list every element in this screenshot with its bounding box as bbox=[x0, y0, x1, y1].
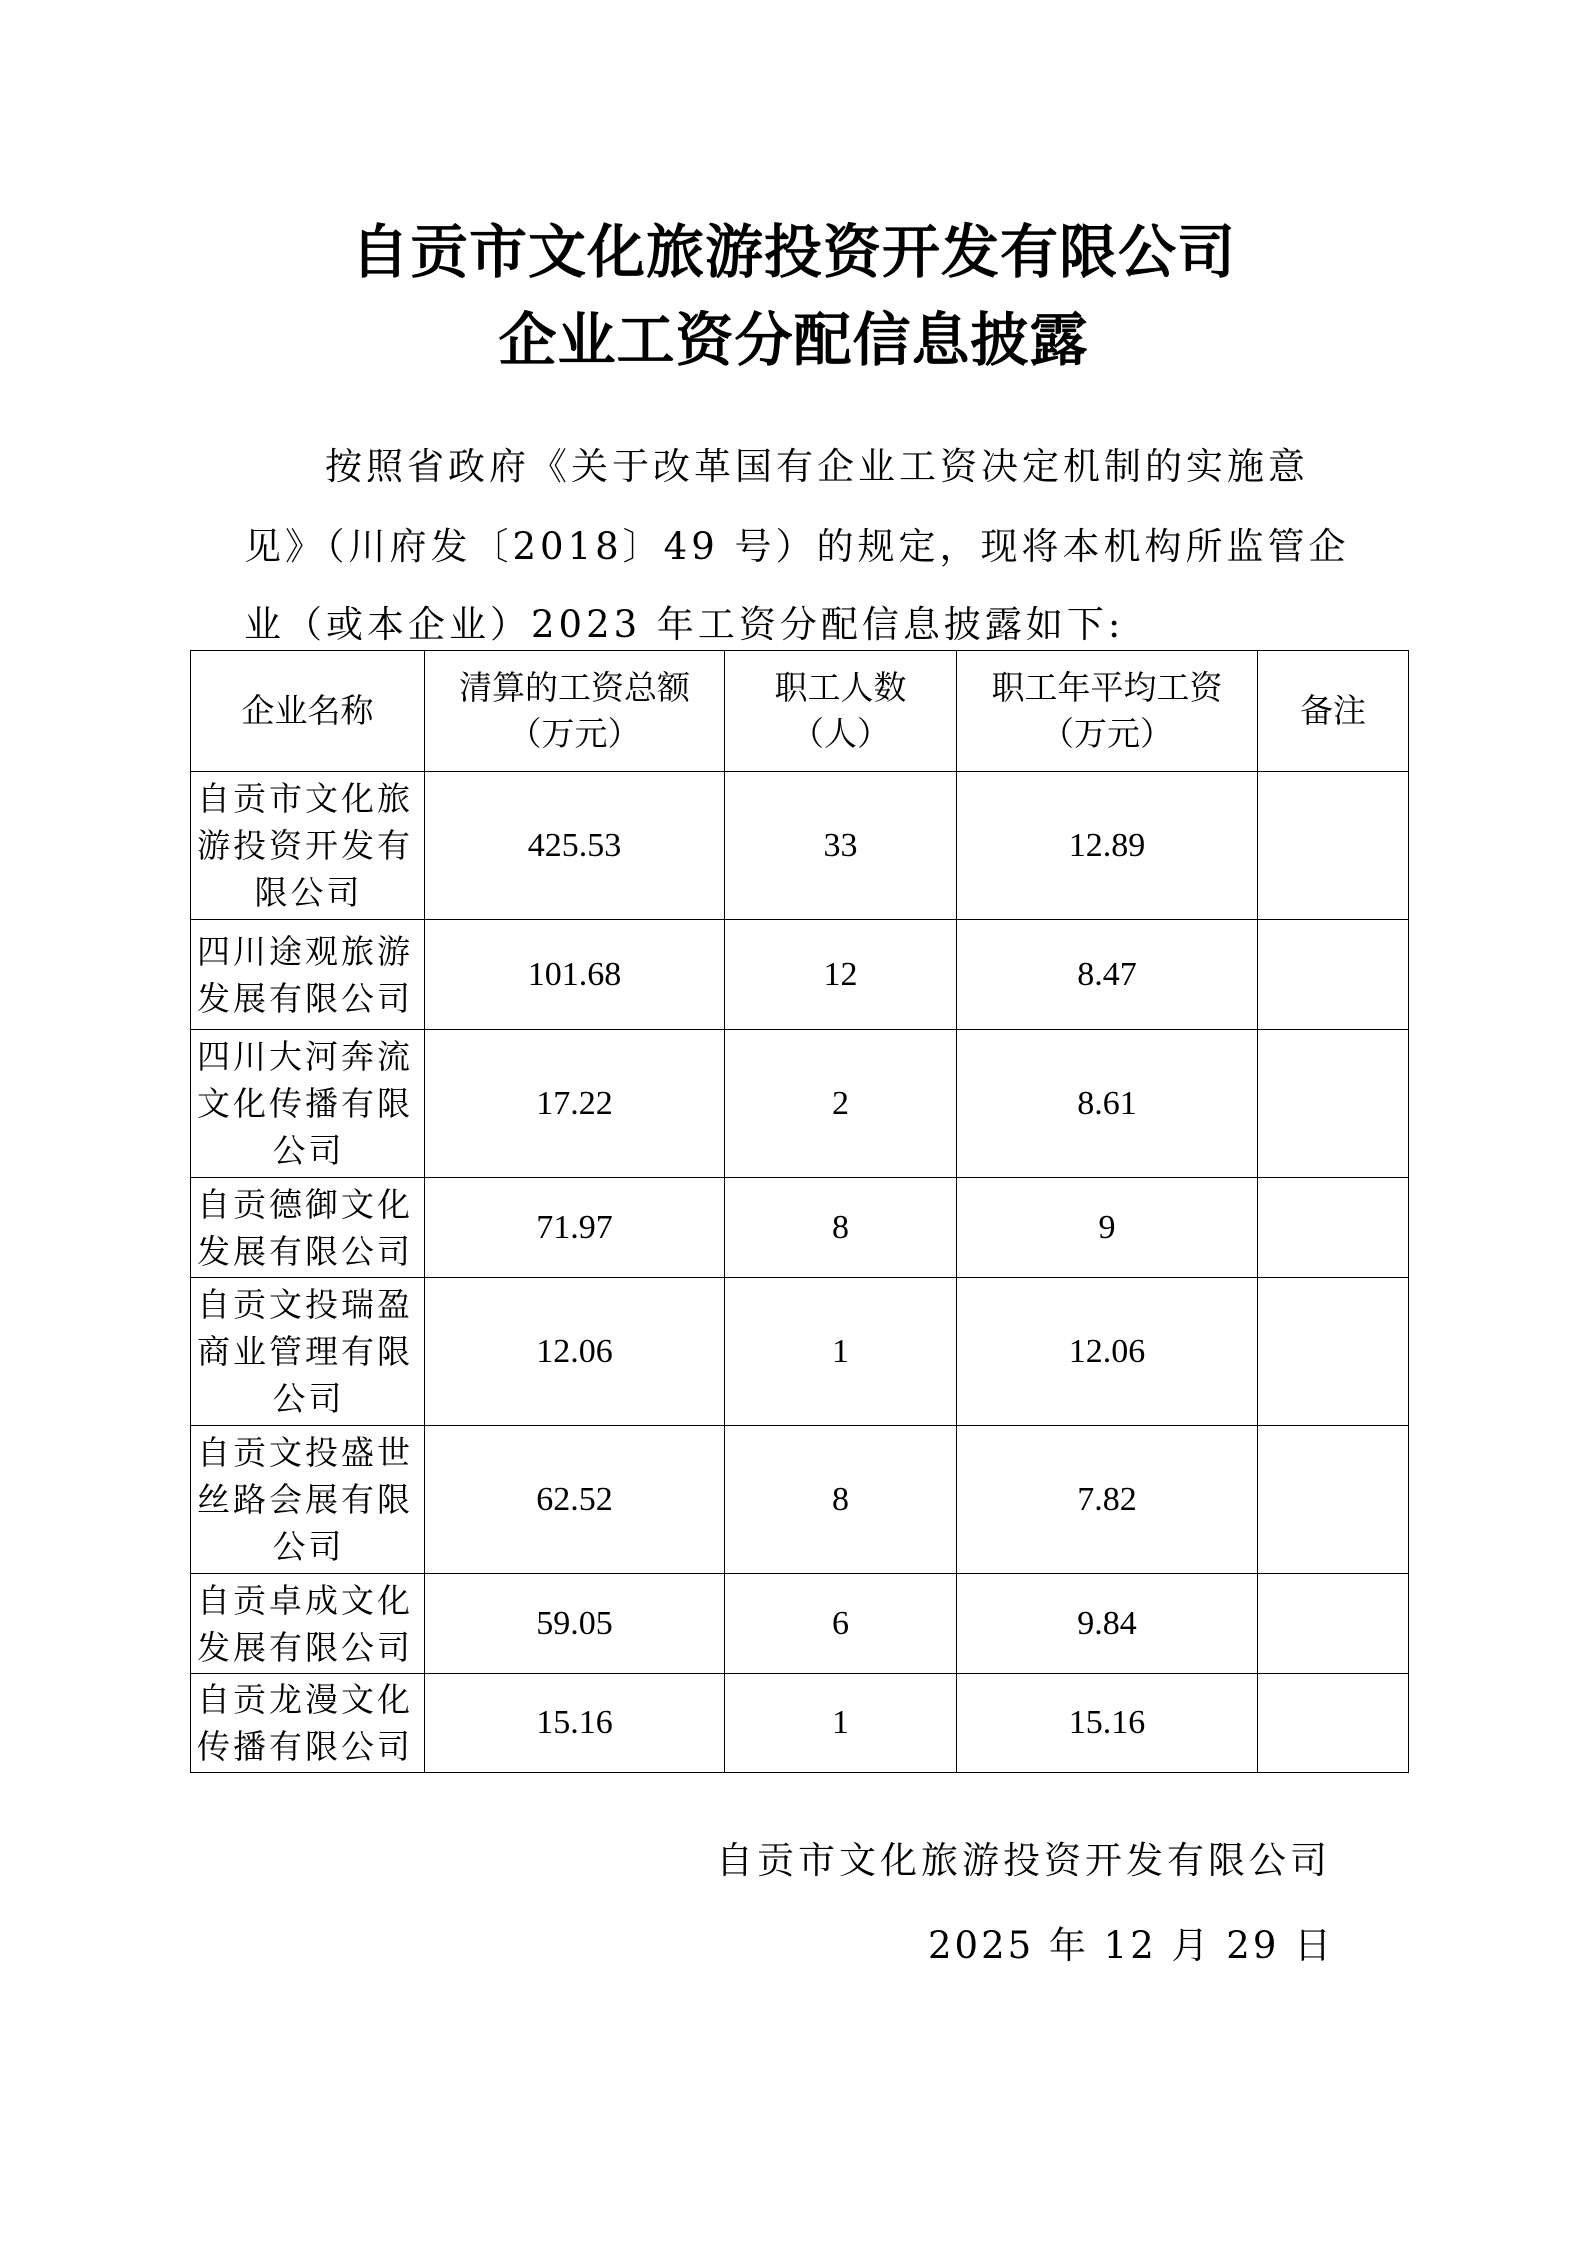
table-row bbox=[191, 772, 1409, 920]
table-row bbox=[191, 1030, 1409, 1178]
company-name-line: 发展有限公司 bbox=[197, 978, 413, 1018]
intro-line-3: 业（或本企业）2023 年工资分配信息披露如下: bbox=[244, 603, 1125, 646]
average-wage-cell: 8.61 bbox=[957, 1030, 1258, 1178]
company-name-line: 公司 bbox=[272, 1131, 345, 1170]
total-wages-cell: 62.52 bbox=[425, 1426, 725, 1574]
total-wages-cell: 71.97 bbox=[425, 1178, 725, 1278]
employee-count-cell: 2 bbox=[725, 1030, 957, 1178]
header-average-wage: 职工年平均工资 （万元） bbox=[957, 651, 1258, 772]
company-name-line: 公司 bbox=[272, 1527, 345, 1566]
company-name-cell bbox=[191, 1674, 425, 1773]
total-wages-cell: 17.22 bbox=[425, 1030, 725, 1178]
signature-company: 自贡市文化旅游投资开发有限公司 bbox=[716, 1839, 1331, 1882]
table-row bbox=[191, 1574, 1409, 1674]
table-row bbox=[191, 1178, 1409, 1278]
table-row bbox=[191, 1278, 1409, 1426]
company-name-line: 发展有限公司 bbox=[197, 1627, 413, 1667]
company-name-line: 文化传播有限 bbox=[197, 1084, 413, 1123]
total-wages-cell: 425.53 bbox=[425, 772, 725, 920]
company-name-line: 丝路会展有限 bbox=[197, 1480, 413, 1519]
company-name-line: 发展有限公司 bbox=[197, 1231, 413, 1271]
employee-count-cell: 8 bbox=[725, 1426, 957, 1574]
company-name-cell bbox=[191, 772, 425, 920]
document-title-line-2: 企业工资分配信息披露 bbox=[498, 306, 1089, 374]
company-name-cell bbox=[191, 1426, 425, 1574]
intro-line-2: 见》（川府发〔2018〕49 号）的规定，现将本机构所监管企 bbox=[244, 525, 1350, 568]
remark-cell bbox=[1258, 1574, 1409, 1674]
remark-cell bbox=[1258, 1030, 1409, 1178]
total-wages-cell: 59.05 bbox=[425, 1574, 725, 1674]
average-wage-cell: 12.06 bbox=[957, 1278, 1258, 1426]
table-header-row bbox=[191, 651, 1409, 772]
company-name-line: 游投资开发有 bbox=[197, 826, 413, 865]
header-remarks: 备注 bbox=[1258, 651, 1409, 772]
company-name-line: 自贡德御文化 bbox=[197, 1184, 413, 1224]
employee-count-cell: 8 bbox=[725, 1178, 957, 1278]
company-name-line: 传播有限公司 bbox=[197, 1727, 413, 1766]
remark-cell bbox=[1258, 920, 1409, 1030]
remark-cell bbox=[1258, 772, 1409, 920]
table-row bbox=[191, 920, 1409, 1030]
company-name-line: 自贡文投盛世 bbox=[197, 1433, 413, 1472]
total-wages-cell: 15.16 bbox=[425, 1674, 725, 1773]
company-name-line: 四川途观旅游 bbox=[197, 931, 413, 971]
company-name-line: 自贡市文化旅 bbox=[197, 779, 413, 818]
company-name-line: 自贡文投瑞盈 bbox=[197, 1285, 413, 1324]
company-name-cell bbox=[191, 1030, 425, 1178]
table-row bbox=[191, 1674, 1409, 1773]
company-name-line: 公司 bbox=[272, 1379, 345, 1418]
signature-date: 2025 年 12 月 29 日 bbox=[928, 1924, 1335, 1967]
total-wages-cell: 12.06 bbox=[425, 1278, 725, 1426]
average-wage-cell: 8.47 bbox=[957, 920, 1258, 1030]
company-name-line: 自贡卓成文化 bbox=[197, 1580, 413, 1620]
company-name-line: 商业管理有限 bbox=[197, 1332, 413, 1371]
table-row bbox=[191, 1426, 1409, 1574]
remark-cell bbox=[1258, 1674, 1409, 1773]
remark-cell bbox=[1258, 1278, 1409, 1426]
employee-count-cell: 1 bbox=[725, 1674, 957, 1773]
employee-count-cell: 1 bbox=[725, 1278, 957, 1426]
employee-count-cell: 6 bbox=[725, 1574, 957, 1674]
average-wage-cell: 9 bbox=[957, 1178, 1258, 1278]
employee-count-cell: 33 bbox=[725, 772, 957, 920]
company-name-line: 限公司 bbox=[254, 873, 363, 912]
average-wage-cell: 12.89 bbox=[957, 772, 1258, 920]
remark-cell bbox=[1258, 1178, 1409, 1278]
company-name-cell bbox=[191, 920, 425, 1030]
header-company-name: 企业名称 bbox=[191, 651, 425, 772]
employee-count-cell: 12 bbox=[725, 920, 957, 1030]
average-wage-cell: 15.16 bbox=[957, 1674, 1258, 1773]
average-wage-cell: 7.82 bbox=[957, 1426, 1258, 1574]
company-name-cell bbox=[191, 1178, 425, 1278]
document-title-line-1: 自贡市文化旅游投资开发有限公司 bbox=[350, 218, 1236, 286]
intro-line-1: 按照省政府《关于改革国有企业工资决定机制的实施意 bbox=[325, 445, 1309, 488]
company-name-cell bbox=[191, 1574, 425, 1674]
average-wage-cell: 9.84 bbox=[957, 1574, 1258, 1674]
company-name-line: 四川大河奔流 bbox=[197, 1037, 413, 1076]
company-name-cell bbox=[191, 1278, 425, 1426]
company-name-line: 自贡龙漫文化 bbox=[197, 1680, 413, 1719]
header-employee-count: 职工人数 （人） bbox=[725, 651, 957, 772]
total-wages-cell: 101.68 bbox=[425, 920, 725, 1030]
remark-cell bbox=[1258, 1426, 1409, 1574]
header-total-wages: 清算的工资总额 （万元） bbox=[425, 651, 725, 772]
wage-table bbox=[190, 650, 1409, 1773]
